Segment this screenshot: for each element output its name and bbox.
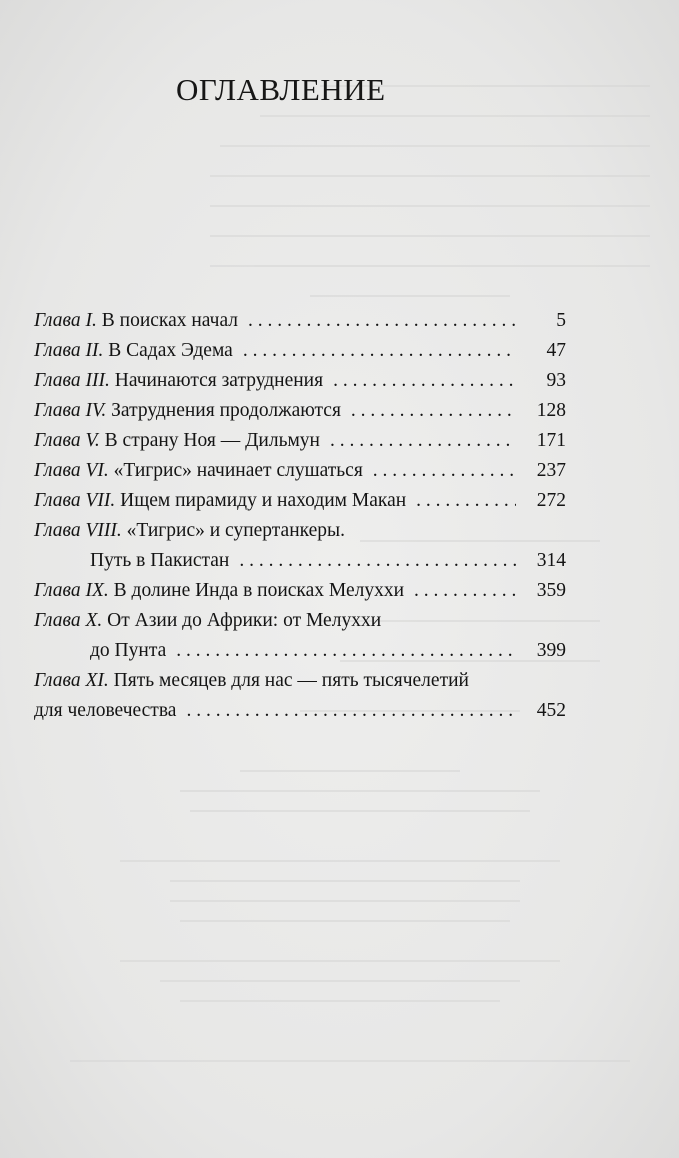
chapter-title: Ищем пирамиду и находим Макан xyxy=(120,490,407,511)
page-title: ОГЛАВЛЕНИЕ xyxy=(176,72,386,107)
leader-dots xyxy=(351,400,516,422)
page-number: 93 xyxy=(546,370,566,391)
leader-dots xyxy=(333,370,516,392)
chapter-label: Глава II. xyxy=(34,340,104,361)
toc-entry-10 xyxy=(34,610,566,640)
chapter-title: «Тигрис» начинает слушаться xyxy=(113,460,363,481)
chapter-title: Затруднения продолжаются xyxy=(111,400,341,421)
page-number: 452 xyxy=(536,700,566,721)
chapter-title: В долине Инда в поисках Мелуххи xyxy=(113,580,405,601)
chapter-title-continued: до Пунта xyxy=(90,640,167,661)
toc-entry-8 xyxy=(34,520,566,550)
toc-entry-1 xyxy=(34,310,566,340)
chapter-label: Глава VII. xyxy=(34,490,116,511)
chapter-label: Глава IV. xyxy=(34,400,107,421)
chapter-title-continued: Путь в Пакистан xyxy=(90,550,230,571)
toc-entry-7 xyxy=(34,490,566,520)
leader-dots xyxy=(239,550,516,572)
leader-dots xyxy=(414,580,516,602)
toc-entry-10-continued xyxy=(34,640,566,670)
page-number: 47 xyxy=(546,340,566,361)
page-number: 399 xyxy=(536,640,566,661)
page-number: 171 xyxy=(536,430,566,451)
chapter-label: Глава I. xyxy=(34,310,97,331)
chapter-title: В Садах Эдема xyxy=(108,340,233,361)
page-number: 359 xyxy=(536,580,566,601)
chapter-title: В страну Ноя — Дильмун xyxy=(104,430,320,451)
toc-entry-2 xyxy=(34,340,566,370)
leader-dots xyxy=(186,700,516,722)
page-number: 128 xyxy=(536,400,566,421)
chapter-label: Глава V. xyxy=(34,430,100,451)
toc-entry-4 xyxy=(34,400,566,430)
chapter-label: Глава III. xyxy=(34,370,110,391)
chapter-label: Глава XI. xyxy=(34,670,109,691)
table-of-contents xyxy=(34,310,566,730)
chapter-title-continued: для человечества xyxy=(34,700,177,721)
page-number: 314 xyxy=(536,550,566,571)
leader-dots xyxy=(373,460,516,482)
leader-dots xyxy=(416,490,516,512)
toc-entry-3 xyxy=(34,370,566,400)
page-number: 5 xyxy=(556,310,566,331)
chapter-label: Глава X. xyxy=(34,610,103,631)
chapter-title: От Азии до Африки: от Мелуххи xyxy=(107,610,382,631)
chapter-label: Глава VI. xyxy=(34,460,109,481)
leader-dots xyxy=(248,310,516,332)
chapter-label: Глава VIII. xyxy=(34,520,122,541)
toc-entry-9 xyxy=(34,580,566,610)
toc-entry-5 xyxy=(34,430,566,460)
chapter-title: В поисках начал xyxy=(101,310,239,331)
toc-entry-8-continued xyxy=(34,550,566,580)
leader-dots xyxy=(243,340,516,362)
chapter-title: Начинаются затруднения xyxy=(114,370,324,391)
chapter-title: Пять месяцев для нас — пять тысячелетий xyxy=(113,670,469,691)
toc-entry-11-continued xyxy=(34,700,566,730)
page-number: 237 xyxy=(536,460,566,481)
chapter-label: Глава IX. xyxy=(34,580,109,601)
toc-entry-11 xyxy=(34,670,566,700)
leader-dots xyxy=(176,640,516,662)
page-number: 272 xyxy=(536,490,566,511)
leader-dots xyxy=(330,430,516,452)
toc-entry-6 xyxy=(34,460,566,490)
chapter-title: «Тигрис» и супертанкеры. xyxy=(126,520,345,541)
